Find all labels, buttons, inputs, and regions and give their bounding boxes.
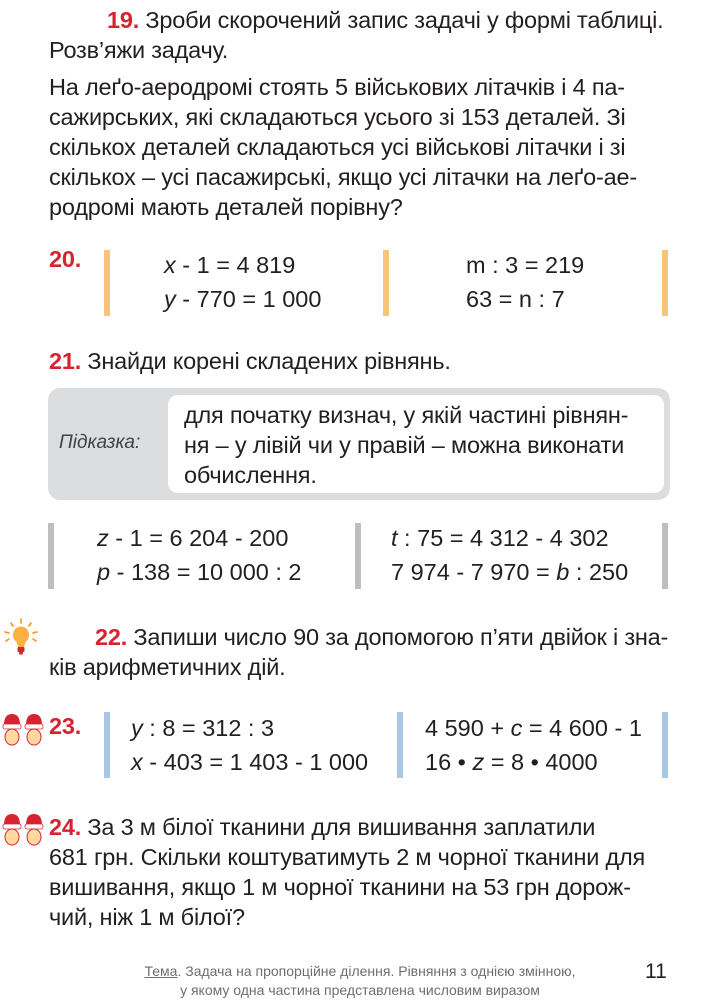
task-22-text-cont: ків арифметичних дій. (49, 654, 286, 680)
text-line: сажирських, які складаються усього зі 153 деталей. Зі (49, 104, 626, 130)
equation: p - 138 = 10 000 : 2 (97, 559, 302, 585)
divider-bar (662, 250, 668, 316)
divider-bar (662, 523, 668, 589)
text-line: чий, ніж 1 м білої? (49, 904, 245, 930)
task-19-text (49, 72, 670, 222)
equation: y : 8 = 312 : 3 (131, 715, 275, 741)
equation-group (97, 521, 302, 589)
task-19-instruction (107, 5, 669, 35)
hint-line: обчислення. (184, 462, 317, 488)
task-number: 23. (49, 713, 82, 739)
hint-label: Підказка: (59, 432, 141, 453)
equation: x - 1 = 4 819 (164, 252, 296, 278)
text-line: скількох деталей складаються усі військові літачки і зі (49, 134, 626, 160)
instruction-text: Знайди корені складених рівнянь. (81, 348, 451, 374)
task-number: 19. (107, 7, 140, 33)
page-number: 11 (645, 960, 667, 983)
task-number: 22. (95, 624, 128, 650)
equation-group (466, 248, 584, 316)
text-line: родромі мають деталей порівну? (49, 194, 403, 220)
text-line: скількох – усі пасажирські, якщо усі літачки на леґо-ае- (49, 164, 638, 190)
task-19-instruction-cont: Розв’яжи задачу. (49, 37, 229, 63)
mittens-icon (1, 711, 45, 747)
text-line: На леґо-аеродромі стоять 5 військових літачків і 4 па- (49, 74, 625, 100)
equation-group (391, 521, 628, 589)
equation: 16 • z = 8 • 4000 (425, 749, 598, 775)
footer-topic (110, 962, 610, 1000)
hint-line: для початку визнач, у якій частині рівнян- (184, 402, 629, 428)
task-number: 20. (49, 246, 82, 272)
divider-bar (104, 250, 110, 316)
divider-bar (355, 523, 361, 589)
equation: y - 770 = 1 000 (164, 286, 322, 312)
equation-group (131, 711, 368, 779)
text-line: 24. За 3 м білої тканини для вишивання заплатили (49, 814, 596, 840)
footer-line: Тема. Задача на пропорційне ділення. Рівняння з однією змінною, (144, 963, 576, 979)
hint-line: ня – у лівій чи у правій – можна виконати (184, 432, 625, 458)
task-number: 21. (49, 348, 82, 374)
divider-bar (662, 712, 668, 778)
divider-bar (397, 712, 403, 778)
equation: x - 403 = 1 403 - 1 000 (131, 749, 369, 775)
task-21-instruction (49, 346, 451, 376)
task-24-text (49, 812, 670, 932)
hint-text (184, 400, 628, 490)
instruction-text: Зроби скорочений запис задачі у формі таблиці. (139, 7, 664, 33)
equation: 4 590 + c = 4 600 - 1 (425, 715, 642, 741)
text-line: 681 грн. Скільки коштуватимуть 2 м чорної тканини для (49, 844, 646, 870)
task-number: 24. (49, 814, 82, 840)
divider-bar (383, 250, 389, 316)
lightbulb-icon (3, 617, 39, 659)
divider-bar (48, 523, 54, 589)
text-line: Запиши число 90 за допомогою п’яти двійок і зна- (127, 624, 669, 650)
equation-group (164, 248, 321, 316)
equation: z - 1 = 6 204 - 200 (97, 525, 289, 551)
task-22-text (95, 622, 670, 652)
equation: m : 3 = 219 (466, 252, 585, 278)
equation: 7 974 - 7 970 = b : 250 (391, 559, 629, 585)
text-line: вишивання, якщо 1 м чорної тканини на 53 грн дорож- (49, 874, 631, 900)
topic-label: Тема (144, 963, 178, 979)
equation: 63 = n : 7 (466, 286, 565, 312)
footer-line: у якому одна частина представлена числовим виразом (180, 982, 540, 998)
mittens-icon (1, 811, 45, 847)
equation-group (425, 711, 642, 779)
equation: t : 75 = 4 312 - 4 302 (391, 525, 609, 551)
divider-bar (104, 712, 110, 778)
